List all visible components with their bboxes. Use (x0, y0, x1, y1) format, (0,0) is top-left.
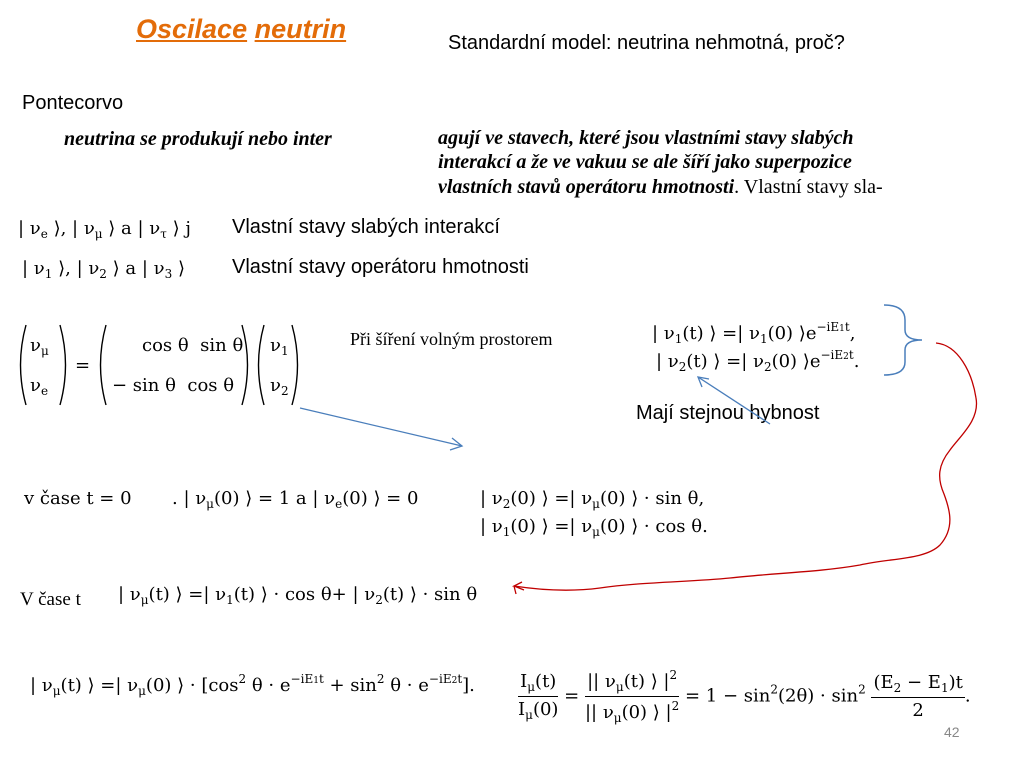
handwritten-curve-icon (514, 343, 977, 594)
numu-time-evolution: | $\nu_\mu(t)$ ⟩ =| $\nu_1(t)$ ⟩ · cos θ+ | $\nu_2(t)$ ⟩ · sin θ (118, 584, 478, 607)
time-t-label: V čase t (20, 589, 81, 610)
initial-condition-formula: . | $\nu_\mu(0)$ ⟩ = 1 a | $\nu_e(0)$ ⟩ = 0 (172, 488, 419, 511)
propagation-text: Při šíření volným prostorem (350, 329, 553, 349)
nu1-initial-projection: | $\nu_1(0)$ ⟩ =| $\nu_\mu(0)$ ⟩ · cos θ. (480, 516, 708, 539)
page-number: 42 (944, 724, 960, 740)
time-zero-formula: v čase t = 0 (24, 488, 132, 509)
nu2-evolution: | $\nu_2(t)$ ⟩ =| $\nu_2(0)$ $⟩e^{-iE2t}$. (656, 348, 860, 374)
title-word-2: neutrin (254, 14, 347, 44)
hypothesis-line-3-text: vlastních stavů operátoru hmotnosti (438, 176, 735, 198)
nu2-initial-projection: | $\nu_2(0)$ ⟩ =| $\nu_\mu(0)$ ⟩ · sin θ, (480, 488, 705, 511)
numu-expanded-formula: | $\nu_\mu(t)$ ⟩ =| $\nu_\mu(0)$ ⟩ · [$\cos^2$ $\theta \cdot e^{-iE1t} + \sin^2 \theta \cdot e^{-iE2t}$]. (30, 672, 475, 698)
weak-eigenstates-label: Vlastní stavy slabých interakcí (232, 216, 500, 238)
weak-eigenstates-formula: | $\nu_e$ ⟩, | $\nu_\mu$ ⟩ a | $\nu_\tau$ ⟩ j (18, 218, 191, 241)
same-momentum-label: Mají stejnou hybnost (636, 402, 820, 424)
mass-eigenstates-formula: | $\nu_1$ ⟩, | $\nu_2$ ⟩ a | $\nu_3$ ⟩ (22, 258, 185, 281)
right-curly-brace-icon (884, 305, 922, 375)
hypothesis-fragment: neutrina se produkují nebo inter (64, 128, 332, 150)
hand-drawn-arrow-icon (698, 377, 770, 424)
hypothesis-line-2: interakcí a že ve vakuu se ale šíří jako superpozice (438, 151, 852, 173)
pontecorvo-label: Pontecorvo (22, 92, 124, 114)
intensity-ratio-formula: $\frac{I_\mu(t)}{I_\mu(0)}$ = $\frac{|| \nu_\mu(t) ⟩ |^2}{|| \nu_\mu(0) ⟩ |^2}$ = $1 - \sin^2(2\theta) \cdot \sin^2$ $\frac{(E_2 - E_1)t}{2}$ . (518, 668, 971, 725)
nu1-evolution: | $\nu_1(t)$ ⟩ =| $\nu_1(0)$ $⟩e^{-iE1t}$, (652, 320, 856, 346)
time-zero-label: v čase (24, 488, 81, 509)
title-word-1: Oscilace (136, 14, 248, 44)
slide-subtitle: Standardní model: neutrina nehmotná, proč? (448, 32, 845, 54)
mixing-matrix-equation: $\nu_\mu$ $\nu_e$ = cos θ sin θ − sin θ cos θ $\nu_1$ $\nu_2$ (12, 320, 302, 410)
hypothesis-line-1: agují ve stavech, které jsou vlastními stavy slabých (438, 127, 854, 149)
hypothesis-tail: . Vlastní stavy sla- (734, 176, 883, 198)
arrow-icon (300, 408, 462, 450)
mass-eigenstates-label: Vlastní stavy operátoru hmotnosti (232, 256, 529, 278)
